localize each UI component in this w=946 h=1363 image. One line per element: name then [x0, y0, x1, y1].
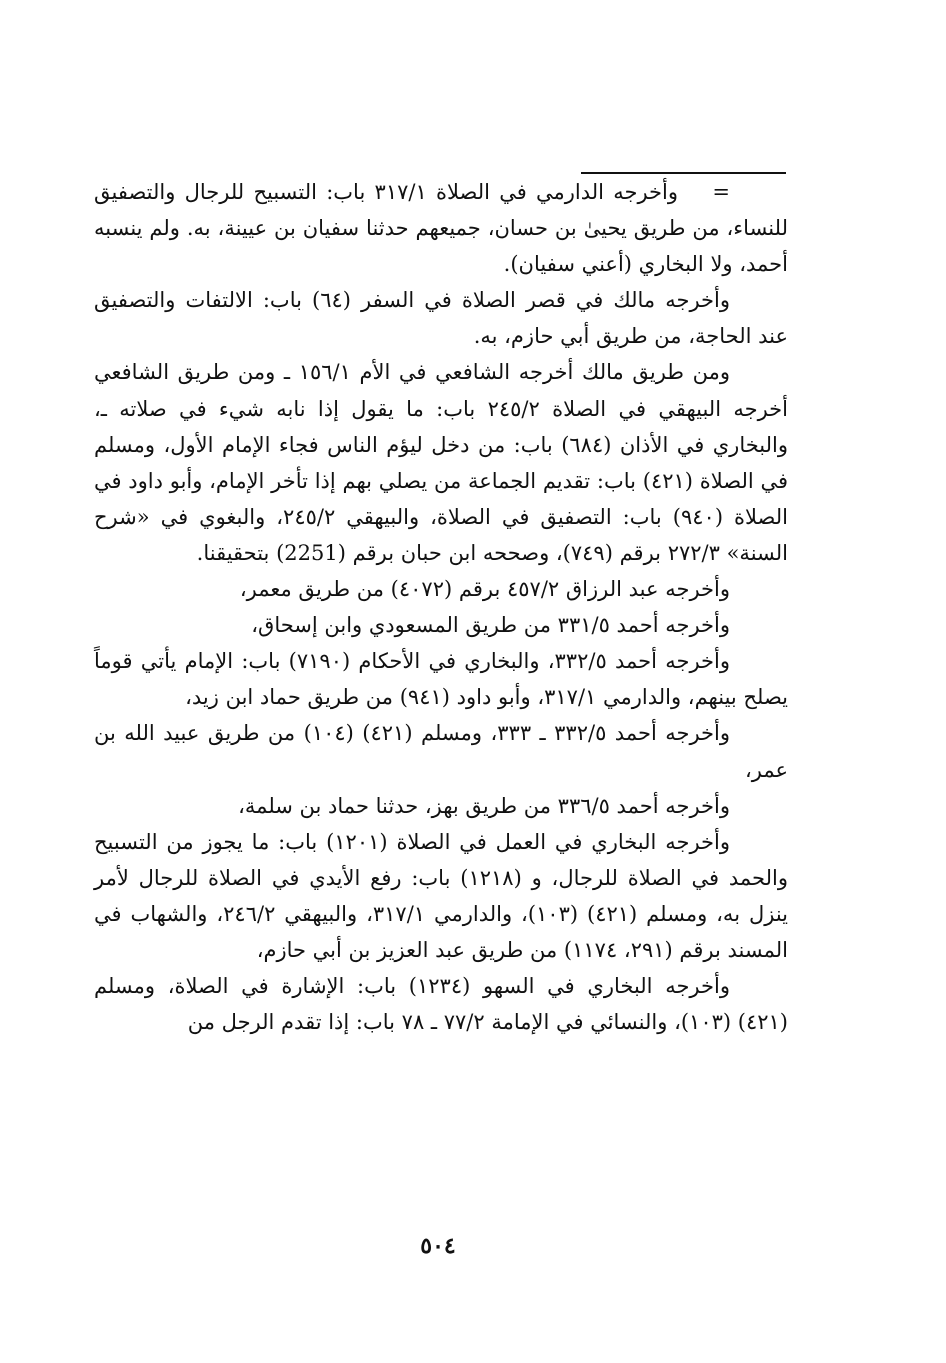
footnote-paragraph: وأخرجه أحمد ٣٣٦/٥ من طريق بهز، حدثنا حماد بن سلمة، — [238, 793, 730, 818]
footnote-paragraph: وأخرجه أحمد ٣٣٢/٥ ـ ٣٣٣، ومسلم (٤٢١) (١٠٤) من طريق عبيد الله بن عمر، — [94, 721, 788, 782]
footnote-paragraph: وأخرجه أحمد ٣٣١/٥ من طريق المسعودي وابن إسحاق، — [251, 613, 730, 638]
footnote-paragraph: وأخرجه مالك في قصر الصلاة في السفر (٦٤) باب: الالتفات والتصفيق عند الحاجة، من طريق أبي حازم، به. — [94, 288, 788, 349]
footnote-paragraph: وأخرجه عبد الرزاق ٤٥٧/٢ برقم (٤٠٧٢) من طريق معمر، — [239, 577, 730, 602]
footnote-paragraph: ومن طريق مالك أخرجه الشافعي في الأم ١٥٦/١ ـ ومن طريق الشافعي أخرجه البيهقي في الصلاة ٢٤٥/٢ باب: ما يقول إذا نابه شيء في صلاته ـ، والبخاري في الأذان (٦٨٤) باب: من دخل ليؤم الناس فجاء الإمام الأول، ومسلم في الصلاة (٤٢١) باب: تقديم الجماعة من يصلي بهم إذا تأخر الإمام، وأبو داود في الصلاة (٩٤٠) باب: التصفيق في الصلاة، والبيهقي ٢٤٥/٢، والبغوي في «شرح السنة» ٢٧٢/٣ برقم (٧٤٩)، وصححه ابن حبان برقم (2251) بتحقيقنا. — [94, 360, 789, 565]
footnote-paragraph — [94, 174, 788, 282]
continuation-marker: = — [712, 180, 730, 204]
footnote-paragraph: وأخرجه أحمد ٣٣٢/٥، والبخاري في الأحكام (٧١٩٠) باب: الإمام يأتي قوماً يصلح بينهم، والدارمي ٣١٧/١، وأبو داود (٩٤١) من طريق حماد ابن زيد، — [94, 649, 788, 710]
footnote-paragraph-text: وأخرجه الدارمي في الصلاة ٣١٧/١ باب: التسبيح للرجال والتصفيق للنساء، من طريق يحيىٰ بن حسان، جميعهم حدثنا سفيان بن عيينة، به. ولم ينسبه أحمد، ولا البخاري (أعني سفيان). — [94, 180, 788, 277]
footnote-paragraph: وأخرجه البخاري في السهو (١٢٣٤) باب: الإشارة في الصلاة، ومسلم (٤٢١) (١٠٣)، والنسائي في الإمامة ٧٧/٢ ـ ٧٨ باب: إذا تقدم الرجل من — [94, 974, 788, 1035]
footnotes-block — [94, 174, 788, 1040]
footnote-paragraph: وأخرجه البخاري في العمل في الصلاة (١٢٠١) باب: ما يجوز من التسبيح والحمد في الصلاة للرجال، و (١٢١٨) باب: رفع الأيدي في الصلاة للرجال لأمر ينزل به، ومسلم (٤٢١) (١٠٣)، والدارمي ٣١٧/١، والبيهقي ٢٤٦/٢، والشهاب في المسند برقم (٢٩١، ١١٧٤) من طريق عبد العزيز بن أبي حازم، — [94, 829, 788, 962]
page-number: ٥٠٤ — [420, 1233, 456, 1259]
